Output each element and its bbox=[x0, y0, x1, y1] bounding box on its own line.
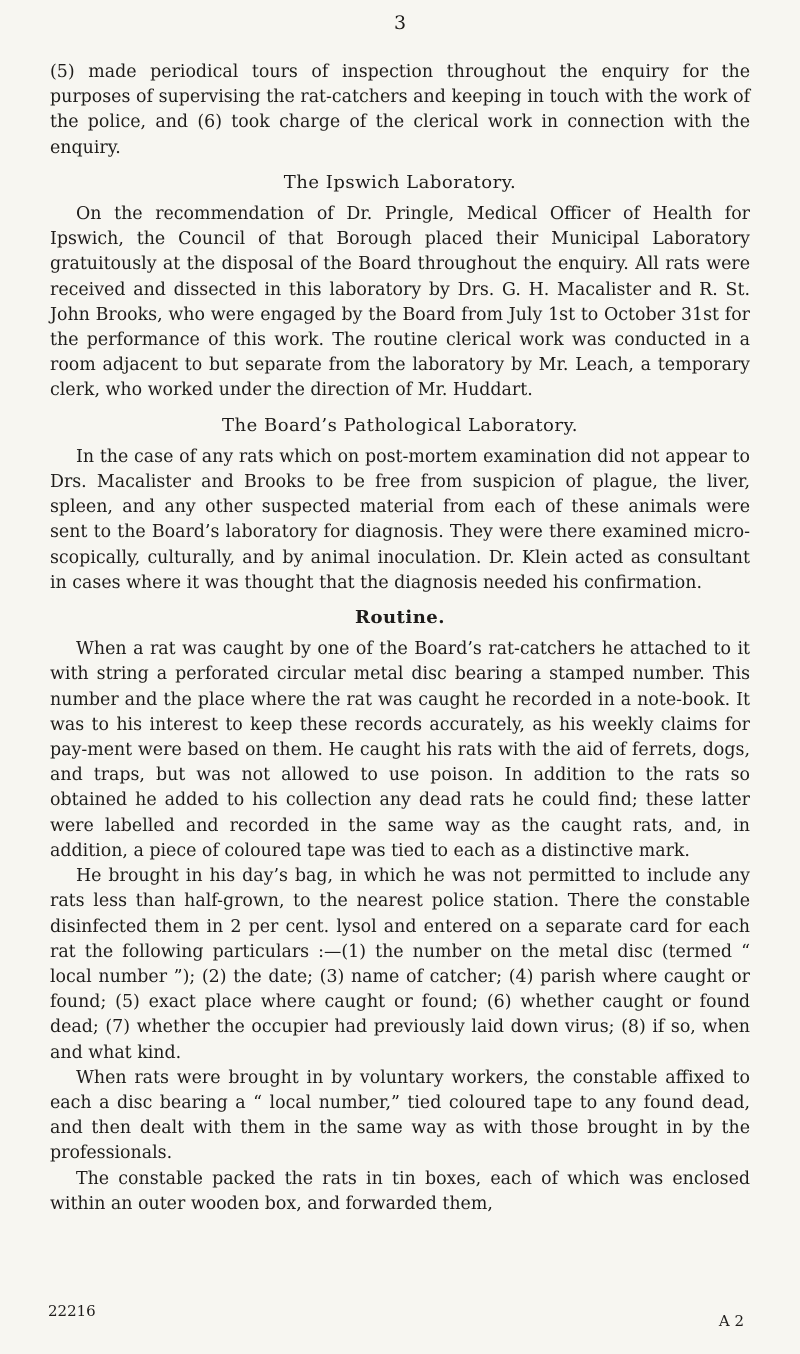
page-footer bbox=[48, 1302, 748, 1332]
document-body bbox=[50, 60, 750, 1217]
print-code: 22216 bbox=[48, 1302, 96, 1320]
intro-paragraph: (5) made periodical tours of inspection throughout the enquiry for the purposes of supervising the rat-catchers and keeping in touch with the work of the police, and (6) took charge of the clerical work in connection with the enquiry. bbox=[50, 62, 750, 158]
paragraph-ipswich-laboratory: On the recommendation of Dr. Pringle, Medical Officer of Health for Ipswich, the Council of that Borough placed their Municipal Laboratory gratuitously at the disposal of the Board throughout the enquiry. All rats were received and dissected in this laboratory by Drs. G. H. Macalister and R. St. John Brooks, who were engaged by the Board from July 1st to October 31st for the performance of this work. The routine clerical work was conducted in a room adjacent to but separate from the laboratory by Mr. Leach, a temporary clerk, who worked under the direction of Mr. Huddart. bbox=[50, 204, 750, 401]
page-number: 3 bbox=[393, 12, 407, 34]
paragraph-pathological-laboratory: In the case of any rats which on post-mortem examination did not appear to Drs. Macalister and Brooks to be free from suspicion of plague, the liver, spleen, and any other suspected material from each of these animals were sent to the Board’s laboratory for diagnosis. They were there examined micro-scopically, culturally, and by animal inoculation. Dr. Klein acted as consultant in cases where it was thought that the diagnosis needed his confirmation. bbox=[50, 446, 750, 593]
section-heading-pathological-laboratory: The Board’s Pathological Laboratory. bbox=[222, 414, 578, 436]
signature-mark: A 2 bbox=[718, 1312, 744, 1330]
section-heading-ipswich-laboratory: The Ipswich Laboratory. bbox=[283, 171, 517, 193]
section-heading-routine: Routine. bbox=[354, 607, 445, 629]
paragraph-routine-police-station: He brought in his day’s bag, in which he was not permitted to include any rats less than half-grown, to the nearest police station. There the constable disinfected them in 2 per cent. lysol and entered on a separate card for each rat the following particulars :—(1) the number on the metal disc (termed “ local number ”); (2) the date; (3) name of catcher; (4) parish where caught or found; (5) exact place where caught or found; (6) whether caught or found dead; (7) whether the occupier had previously laid down virus; (8) if so, when and what kind. bbox=[50, 866, 750, 1063]
paragraph-routine-catching: When a rat was caught by one of the Board’s rat-catchers he attached to it with string a perforated circular metal disc bearing a stamped number. This number and the place where the rat was caught he recorded in a note-book. It was to his interest to keep these records accurately, as his weekly claims for pay-ment were based on them. He caught his rats with the aid of ferrets, dogs, and traps, but was not allowed to use poison. In addition to the rats so obtained he added to his collection any dead rats he could find; these latter were labelled and recorded in the same way as the caught rats, and, in addition, a piece of coloured tape was tied to each as a distinctive mark. bbox=[50, 639, 750, 861]
paragraph-routine-voluntary-workers: When rats were brought in by voluntary workers, the constable affixed to each a disc bearing a “ local number,” tied coloured tape to any found dead, and then dealt with them in the same way as with those brought in by the professionals. bbox=[50, 1067, 750, 1164]
paragraph-routine-packing: The constable packed the rats in tin boxes, each of which was enclosed within an outer wooden box, and forwarded them, bbox=[50, 1168, 750, 1214]
